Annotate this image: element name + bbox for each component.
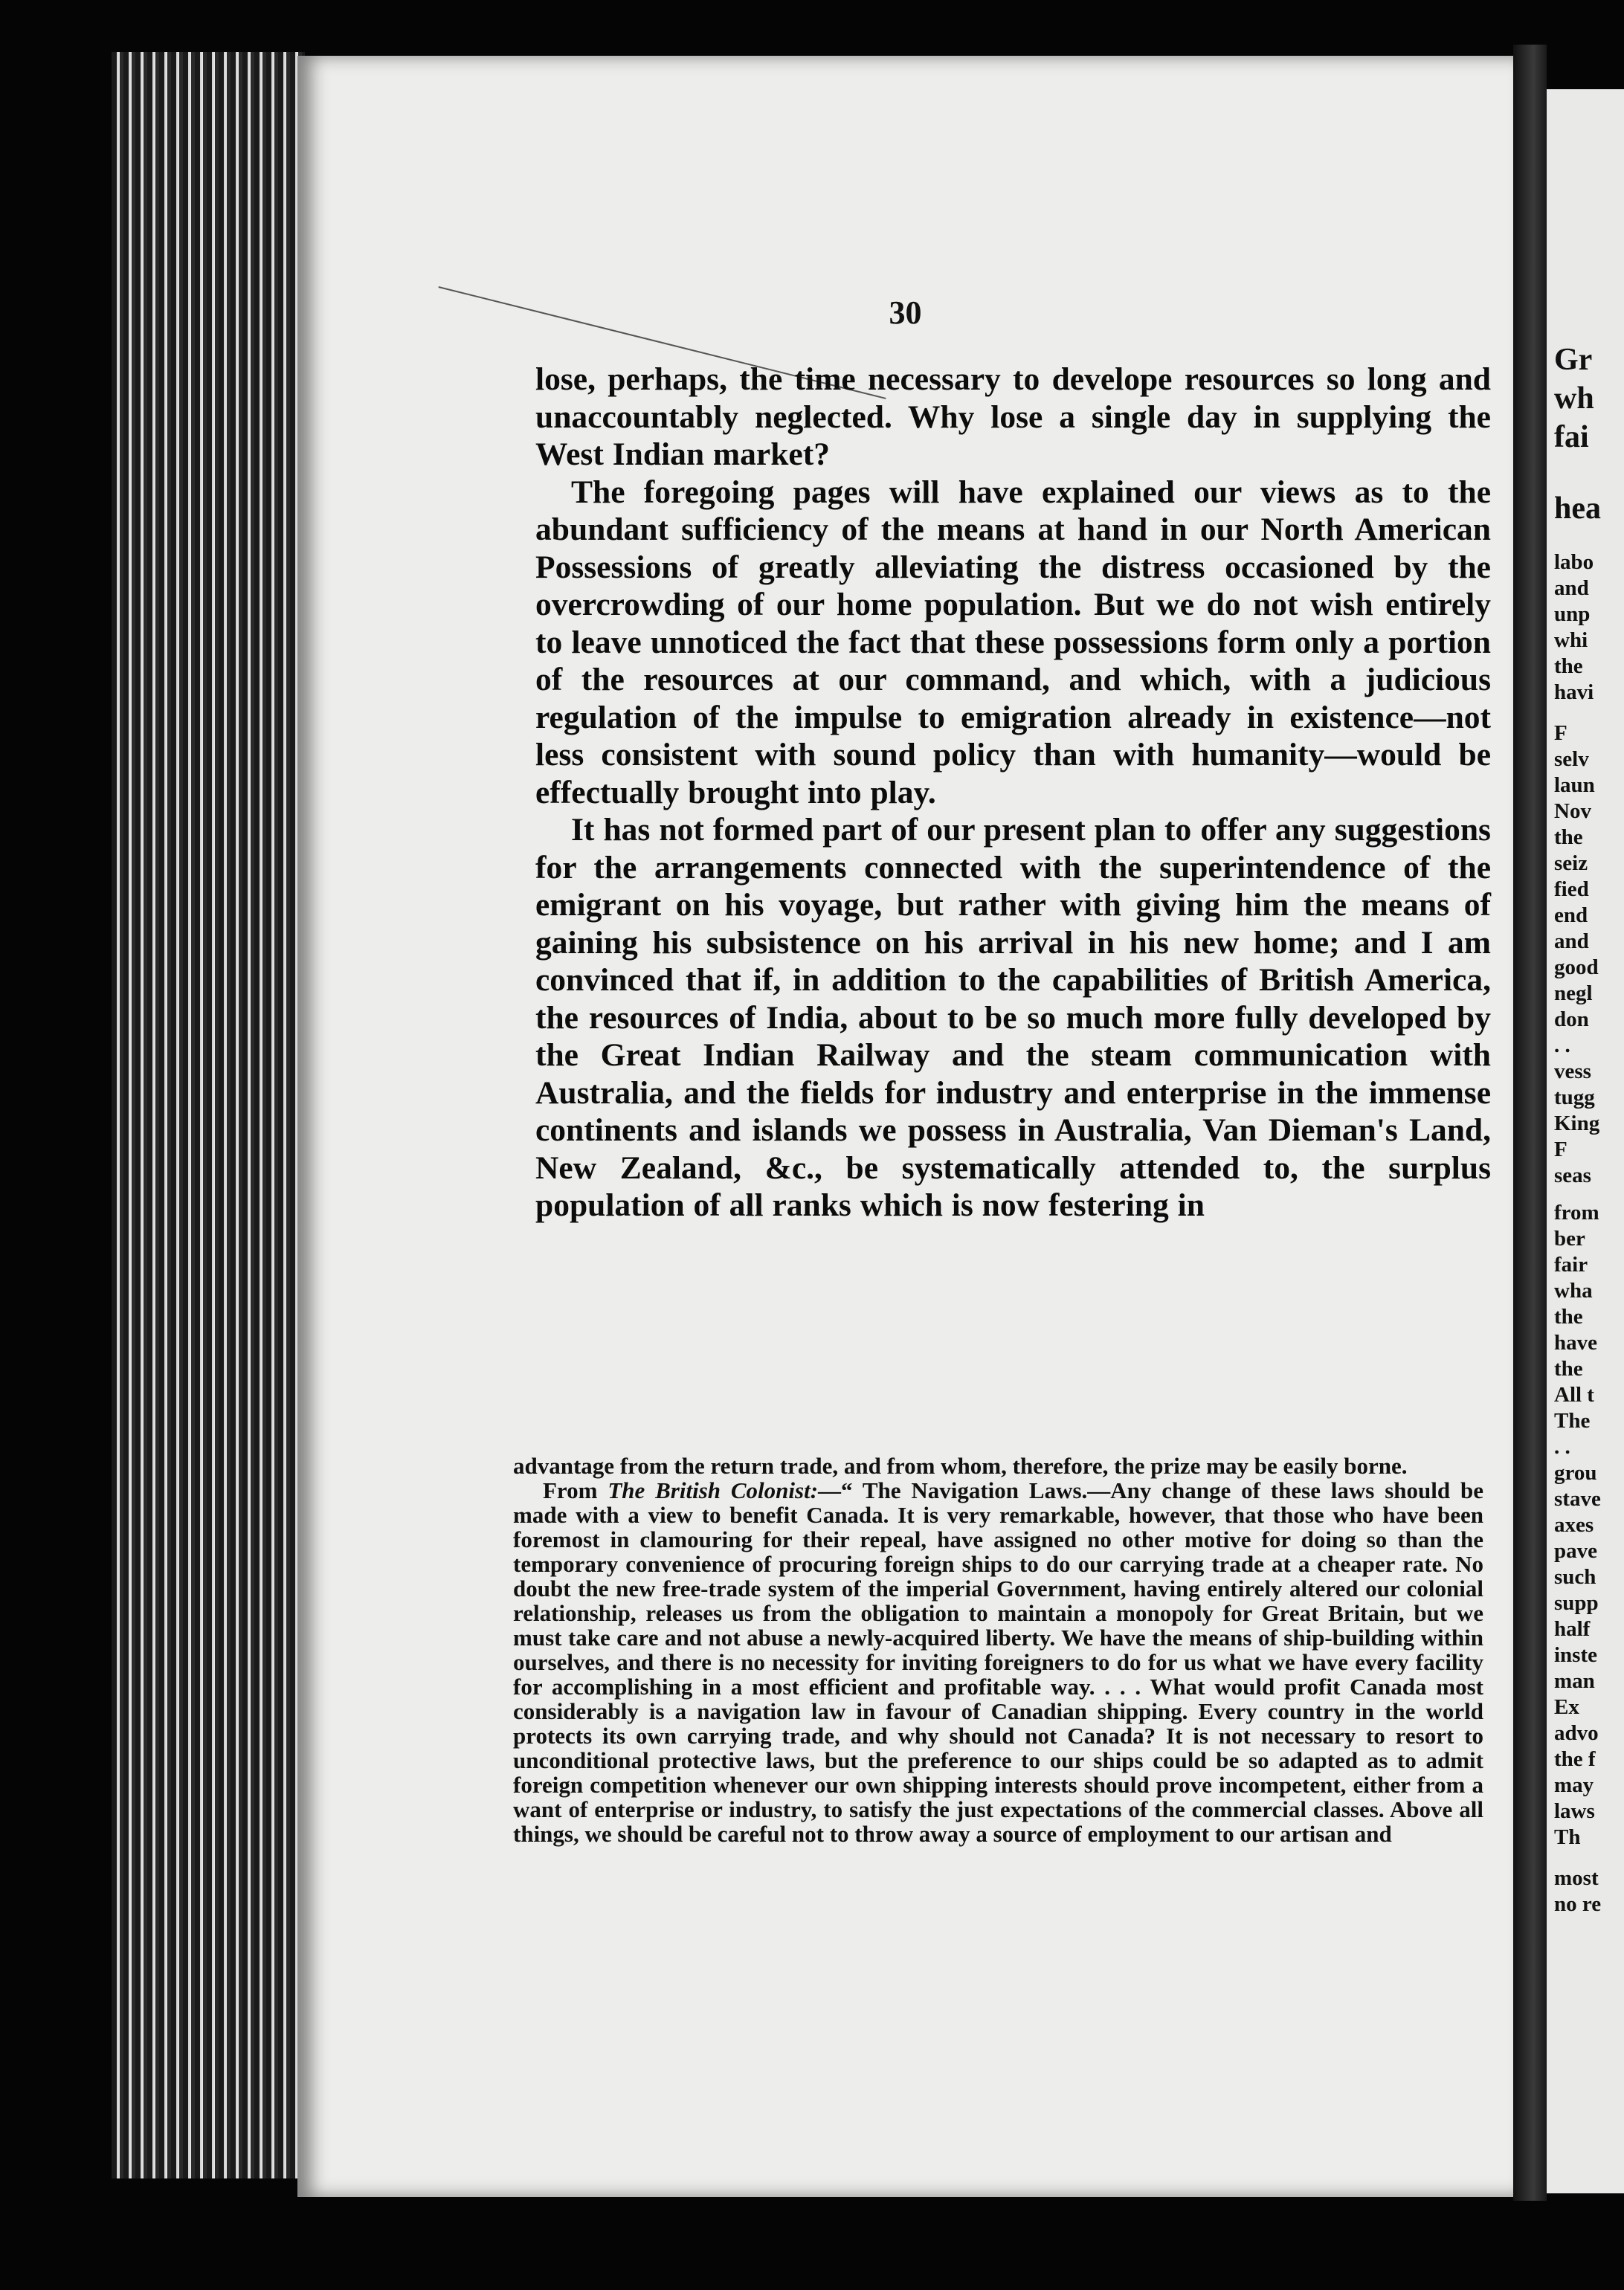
next-page-fragment: laun <box>1554 773 1595 797</box>
next-page-fragment: selv <box>1554 747 1589 771</box>
page-number: 30 <box>889 294 922 331</box>
next-page-fragment: advo <box>1554 1721 1599 1745</box>
next-page-fragment: F <box>1554 1138 1567 1161</box>
next-page-fragment: Gr <box>1554 343 1593 377</box>
next-page-fragment: havi <box>1554 680 1594 704</box>
next-page-fragment: axes <box>1554 1513 1594 1537</box>
next-page-fragment: Th <box>1554 1825 1581 1849</box>
footnote-block <box>513 1454 1483 1846</box>
next-page-fragment: unp <box>1554 602 1591 626</box>
next-page-fragment: the <box>1554 1357 1583 1381</box>
next-page-fragment: end <box>1554 903 1588 927</box>
next-page-fragment: the <box>1554 825 1583 849</box>
book-binding-edge <box>112 52 305 2178</box>
next-page-fragment: . . <box>1554 1435 1570 1459</box>
footnote-source-lead: From <box>543 1477 608 1503</box>
body-paragraph: lose, perhaps, the time necessary to develope resources so long and unaccountably neglected. Why lose a single day in supplying the West Indian market? <box>535 361 1491 472</box>
next-page-fragment: half <box>1554 1617 1591 1641</box>
next-page-fragment: and <box>1554 576 1589 600</box>
next-page-fragment: the <box>1554 1305 1583 1329</box>
footnote-quote: —“ The Navigation Laws.—Any change of these laws should be made with a view to benefit Canada. It is very remarkable, however, that those who have been foremost in clamouring for their repeal, have assigned no other motive for doing so than the temporary convenience of procuring foreign ships to do our carrying trade at a cheaper rate. No doubt the new free-trade system of the imperial Government, having entirely altered our colonial relationship, releases us from the obligation to maintain a monopoly for Great Britain, but we must take care and not abuse a newly-acquired liberty. We have the means of ship-building within ourselves, and there is no necessity for inviting foreigners to do for us what we have every facility for accomplishing in a most efficient and profitable way. . . . What would profit Canada most considerably is a navigation law in favour of Canadian shipping. Every country in the world protects its own carrying trade, and why should not Canada? It is not necessary to resort to unconditional protective laws, but the preference to our ships could be so adapted as to admit foreign competition whenever our own shipping interests should prove incompetent, either from a want of enterprise or industry, to satisfy the just expectations of the commercial classes. Above all things, we should be careful not to throw away a source of employment to our artisan and <box>513 1477 1483 1847</box>
next-page-fragment: have <box>1554 1331 1597 1355</box>
next-page-fragment: labo <box>1554 550 1594 574</box>
next-page-fragment: wh <box>1554 381 1594 416</box>
next-page-fragment: no re <box>1554 1892 1602 1916</box>
next-page-fragment: from <box>1554 1201 1599 1225</box>
next-page-fragment: supp <box>1554 1591 1599 1615</box>
next-page-fragment: such <box>1554 1565 1596 1589</box>
next-page-fragment: man <box>1554 1669 1595 1693</box>
book-gutter-shadow <box>1513 45 1547 2201</box>
body-paragraph: The foregoing pages will have explained our views as to the abundant sufficiency of the means at hand in our North American Possessions of greatly alleviating the distress occasioned by the overcrowding of our home population. But we do not wish entirely to leave unnoticed the fact that these possessions form only a portion of the resources at our command, and which, with a judicious regulation of the impulse to emigration already in existence—not less consistent with sound policy than with humanity—would be effectually brought into play. <box>535 474 1491 810</box>
footnote-source-title: The British Colonist: <box>608 1477 819 1503</box>
next-page-fragment: fair <box>1554 1253 1588 1277</box>
next-page-fragment: seiz <box>1554 851 1588 875</box>
footnote-quote-paragraph <box>513 1478 1483 1846</box>
next-page-fragment: Ex <box>1554 1695 1579 1719</box>
next-page-fragment: All t <box>1554 1383 1594 1407</box>
next-page-fragment: Nov <box>1554 799 1591 823</box>
next-page-fragment: F <box>1554 721 1567 745</box>
next-page-fragment: whi <box>1554 628 1588 652</box>
next-page-fragment: seas <box>1554 1164 1591 1187</box>
footnote-continuation: advantage from the return trade, and from whom, therefore, the prize may be easily borne. <box>513 1453 1408 1479</box>
next-page-edge <box>1547 89 1624 2193</box>
next-page-fragment: tugg <box>1554 1086 1595 1109</box>
next-page-fragment: stave <box>1554 1487 1601 1511</box>
main-body-text <box>535 361 1491 1225</box>
next-page-fragment: the <box>1554 654 1583 678</box>
next-page-fragment: negl <box>1554 981 1593 1005</box>
next-page-fragment: vess <box>1554 1059 1591 1083</box>
next-page-fragment: ber <box>1554 1227 1585 1251</box>
next-page-fragment: don <box>1554 1007 1589 1031</box>
next-page-fragment: inste <box>1554 1643 1597 1667</box>
next-page-fragment: hea <box>1554 491 1601 526</box>
next-page-fragment: fied <box>1554 877 1589 901</box>
next-page-fragment: may <box>1554 1773 1594 1797</box>
book-page <box>297 56 1513 2197</box>
next-page-fragment: fai <box>1554 420 1589 454</box>
next-page-fragment: The <box>1554 1409 1591 1433</box>
next-page-fragment: . . <box>1554 1033 1570 1057</box>
next-page-fragment: pave <box>1554 1539 1597 1563</box>
next-page-fragment: laws <box>1554 1799 1595 1823</box>
next-page-fragment: good <box>1554 955 1599 979</box>
next-page-fragment: most <box>1554 1866 1599 1890</box>
next-page-fragment: and <box>1554 929 1589 953</box>
next-page-fragment: grou <box>1554 1461 1597 1485</box>
body-paragraph: It has not formed part of our present plan to offer any suggestions for the arrangements connected with the superintendence of the emigrant on his voyage, but rather with giving him the means of gaining his subsistence on his arrival in his new home; and I am convinced that if, in addition to the capabilities of British America, the resources of India, about to be so much more fully developed by the Great Indian Railway and the steam communication with Australia, and the fields for industry and enterprise in the immense continents and islands we possess in Australia, Van Dieman's Land, New Zealand, &c., be systematically attended to, the surplus population of all ranks which is now festering in <box>535 812 1491 1223</box>
next-page-fragment: King <box>1554 1112 1600 1135</box>
next-page-fragment: wha <box>1554 1279 1593 1303</box>
next-page-fragment: the f <box>1554 1747 1596 1771</box>
